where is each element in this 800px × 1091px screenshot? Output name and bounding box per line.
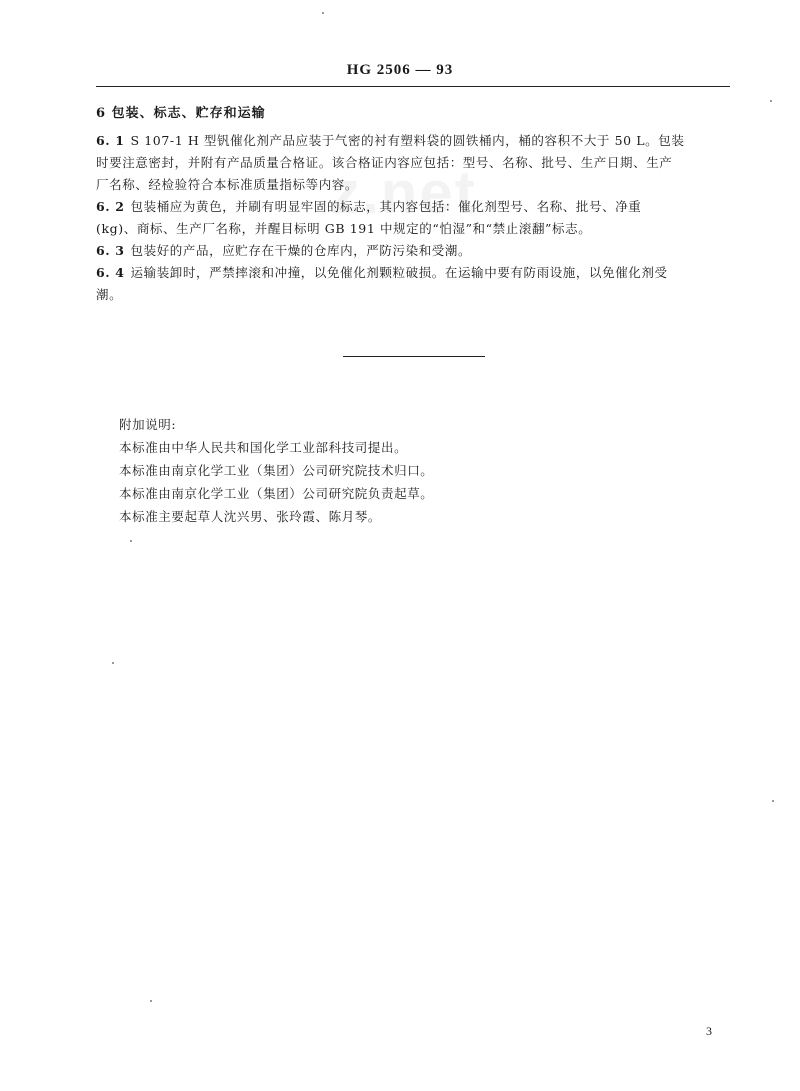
page-number: 3 (706, 1024, 712, 1038)
clause-text: 包装好的产品，应贮存在干燥的仓库内，严防污染和受潮。 (130, 243, 472, 258)
notes-heading: 附加说明: (119, 417, 177, 432)
scan-speck (130, 540, 132, 542)
section-end-divider (343, 356, 485, 357)
clause-number: 6. 2 (96, 199, 125, 214)
section-title: 6 包装、标志、贮存和运输 (96, 106, 266, 121)
clause-6-2 (96, 196, 728, 240)
notes-line: 本标准由南京化学工业（集团）公司研究院负责起草。 (119, 486, 434, 501)
clause-6-3 (96, 240, 728, 262)
clause-text: S 107-1 H 型钒催化剂产品应装于气密的衬有塑料袋的圆铁桶内，桶的容积不大于 50 L。包装 (130, 133, 685, 148)
additional-notes (119, 413, 639, 528)
clause-number: 6. 3 (96, 243, 125, 258)
clause-line: (kg)、商标、生产厂名称，并醒目标明 GB 191 中规定的“怕湿”和“禁止滚翻”标志。 (96, 221, 592, 236)
clause-6-4 (96, 262, 728, 306)
clause-line (96, 240, 728, 262)
scan-speck (150, 1000, 152, 1002)
clause-line: 潮。 (96, 287, 123, 302)
clause-number: 6. 1 (96, 133, 125, 148)
clause-6-1 (96, 130, 728, 196)
scan-speck (112, 662, 114, 664)
clause-line (96, 130, 728, 152)
scan-speck (770, 100, 772, 102)
notes-line: 本标准主要起草人沈兴男、张玲霞、陈月琴。 (119, 509, 382, 524)
scan-speck (772, 800, 774, 802)
header-rule (96, 86, 730, 87)
scan-speck (322, 12, 324, 14)
clause-line (96, 196, 728, 218)
watermark: z.net (330, 159, 477, 226)
clause-line: 厂名称、经检验符合本标准质量指标等内容。 (96, 177, 359, 192)
standard-code-header: HG 2506 — 93 (346, 62, 454, 78)
clause-line (96, 262, 728, 284)
clause-number: 6. 4 (96, 265, 125, 280)
notes-line: 本标准由中华人民共和国化学工业部科技司提出。 (119, 440, 408, 455)
notes-line: 本标准由南京化学工业（集团）公司研究院技术归口。 (119, 463, 434, 478)
clause-text: 运输装卸时，严禁摔滚和冲撞，以免催化剂颗粒破损。在运输中要有防雨设施，以免催化剂受 (130, 265, 668, 280)
clause-line: 时要注意密封，并附有产品质量合格证。该合格证内容应包括：型号、名称、批号、生产日期、生产 (96, 155, 673, 170)
clause-text: 包装桶应为黄色，并刷有明显牢固的标志，其内容包括：催化剂型号、名称、批号、净重 (130, 199, 642, 214)
